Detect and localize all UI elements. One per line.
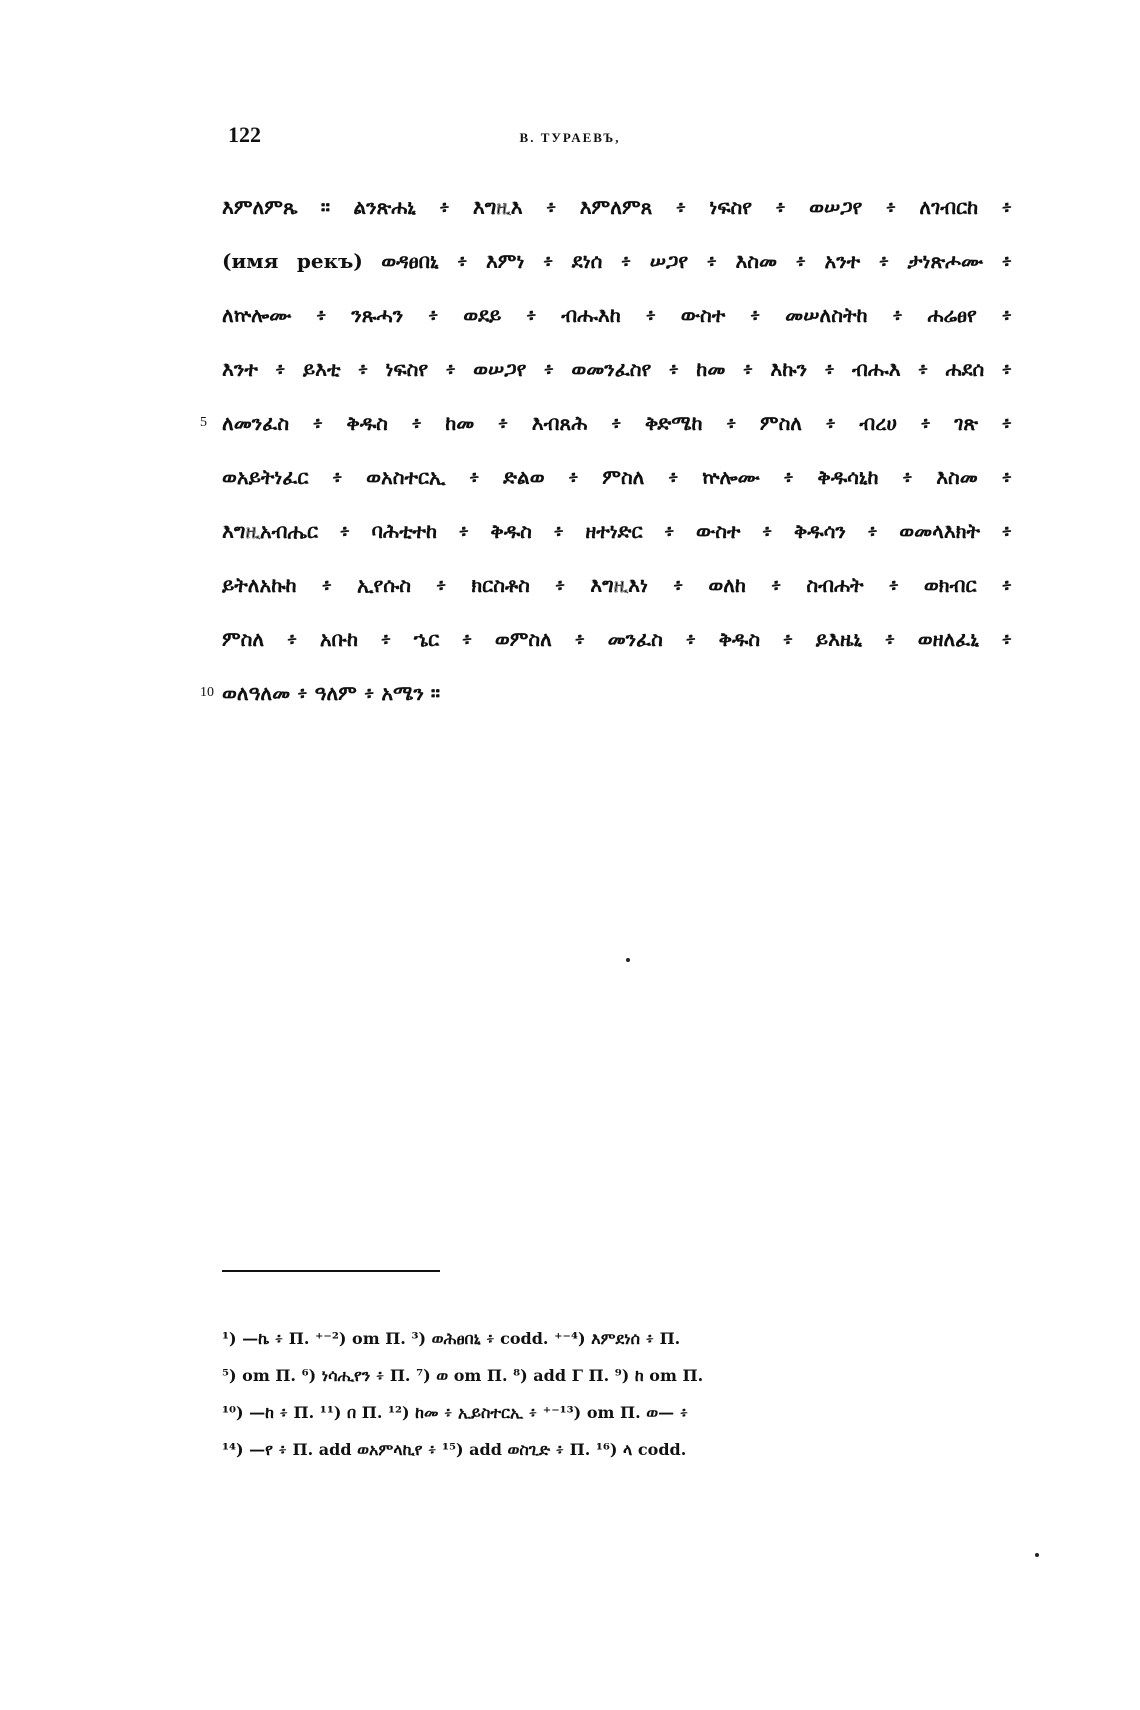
text-line (222, 450, 1012, 504)
line-text: ለኵሎሙ ፥ ንጹሓን ፥ ወደይ ፥ ብሑእከ ፥ ውስተ ፥ መሠለስትከ ፥ ሐሬፀየ ፥ (222, 303, 1012, 327)
line-text: ይትለአኩከ ፥ ኢየሱስ ፥ ክርስቶስ ፥ እግዚእነ ፥ ወለከ ፥ ስብሐት ፥ ወክብር ፥ (222, 573, 1012, 597)
line-number: 10 (200, 685, 214, 700)
print-speck (626, 958, 630, 962)
line-text: ለመንፈስ ፥ ቅዱስ ፥ ከመ ፥ እብጸሕ ፥ ቅድሜከ ፥ ምስለ ፥ ብረሀ ፥ ገጽ ፥ (222, 411, 1012, 435)
line-text: እንተ ፥ ይእቲ ፥ ነፍስየ ፥ ወሠጋየ ፥ ወመንፈስየ ፥ ከመ ፥ እኩን ፥ ብሑእ ፥ ሐደሰ ፥ (222, 357, 1012, 381)
text-line (222, 288, 1012, 342)
text-line (222, 180, 1012, 234)
line-number: 5 (200, 415, 207, 430)
page-number: 122 (228, 122, 261, 147)
running-head: B. ТУРАЕВЪ, (519, 130, 621, 145)
line-text: (имя рекъ) ወዳፀበኒ ፥ እምነ ፥ ደነሰ ፥ ሠጋየ ፥ እስመ ፥ አንተ ፥ ታነጽሖሙ ፥ (222, 249, 1012, 273)
footnote-line: ¹⁴) —የ ፥ П. add ወአምላኪየ ፥ ¹⁵) add ወስጊድ ፥ П. ¹⁶) ላ codd. (222, 1440, 687, 1459)
line-text: እግዚአብሔር ፥ ባሕቲተከ ፥ ቅዱስ ፥ ዘተነድር ፥ ውስተ ፥ ቅዱሳን ፥ ወመላእክት ፥ (222, 519, 1012, 543)
line-text: ወለዓለመ ፥ ዓለም ፥ አሜን ። (222, 681, 441, 705)
text-line (222, 234, 1012, 288)
footnotes (222, 1320, 1012, 1468)
text-line (222, 558, 1012, 612)
text-line (222, 504, 1012, 558)
text-line (200, 396, 1012, 450)
main-text (200, 180, 1012, 720)
line-text: እምለምጼ ። ልንጽሐኒ ፥ እግዚእ ፥ እምለምጸ ፥ ነፍስየ ፥ ወሠጋየ ፥ ለገብርከ ፥ (222, 195, 1012, 219)
footnote-divider (222, 1270, 440, 1272)
print-speck (1035, 1553, 1039, 1557)
footnote-line: ¹) —ኬ ፥ П. ⁺⁻²) om П. ³) ወሕፀበኒ ፥ codd. ⁺⁻⁴) እምደነሰ ፥ П. (222, 1329, 681, 1348)
footnote-line: ⁵) om П. ⁶) ነሳሒየን ፥ П. ⁷) ወ om П. ⁸) add Γ П. ⁹) ከ om П. (222, 1366, 704, 1385)
line-text: ምስለ ፥ አቡከ ፥ ኄር ፥ ወምስለ ፥ መንፈስ ፥ ቅዱስ ፥ ይእዜኒ ፥ ወዘለፈኒ ፥ (222, 627, 1012, 651)
text-line (222, 612, 1012, 666)
footnote-line: ¹⁰) —ከ ፥ П. ¹¹) በ П. ¹²) ከመ ፥ ኢይስተርኢ ፥ ⁺⁻¹³) om П. ወ— ፥ (222, 1403, 689, 1422)
text-line (200, 666, 1012, 720)
line-text: ወአይትነፈር ፥ ወአስተርኢ ፥ ድልወ ፥ ምስለ ፥ ኵሎሙ ፥ ቅዱሳኒከ ፥ እስመ ፥ (222, 465, 1012, 489)
text-line (222, 342, 1012, 396)
